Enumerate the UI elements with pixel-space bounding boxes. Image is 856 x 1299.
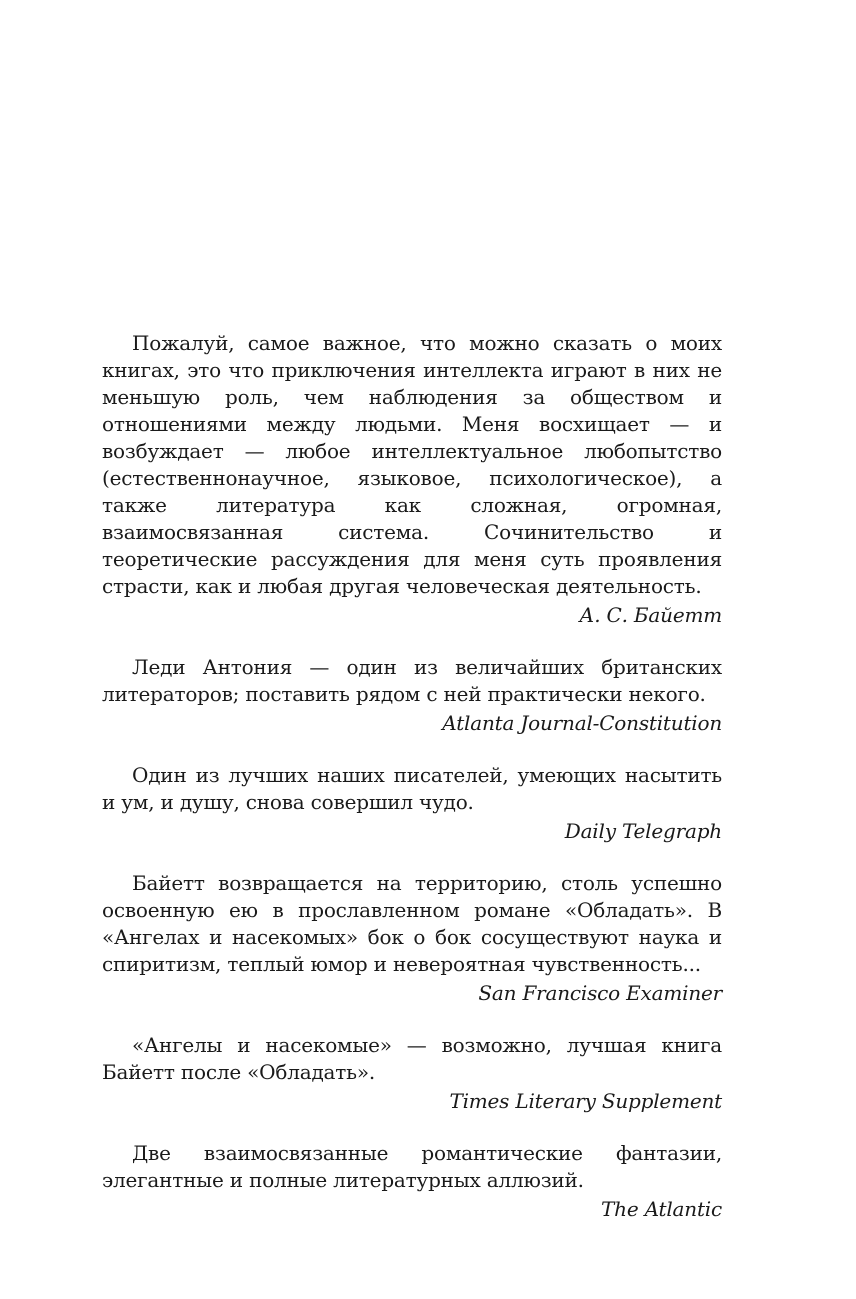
blurb-san-francisco-examiner	[102, 870, 722, 1007]
blurb-source: А. С. Байетт	[579, 603, 722, 627]
blurb-daily-telegraph	[102, 762, 722, 845]
blurb-source: Daily Telegraph	[564, 819, 722, 843]
blurb-source: San Francisco Examiner	[478, 981, 722, 1005]
blurb-source: The Atlantic	[601, 1197, 722, 1221]
blurb-byatt	[102, 330, 722, 629]
blurb-text: Байетт возвращается на территорию, столь успешно освоенную ею в прославленном романе «Обладать». В «Ангелах и насекомых» бок о бок сосуществуют наука и спиритизм, теплый юмор и невероятная чувственность...	[102, 871, 722, 976]
blurb-the-atlantic	[102, 1140, 722, 1223]
blurb-text: «Ангелы и насекомые» — возможно, лучшая книга Байетт после «Обладать».	[102, 1033, 722, 1084]
blurbs-page	[102, 330, 722, 1248]
blurb-source: Atlanta Journal-Constitution	[442, 711, 722, 735]
blurb-text: Один из лучших наших писателей, умеющих насытить и ум, и душу, снова совершил чудо.	[102, 763, 722, 814]
blurb-text: Леди Антония — один из величайших британских литераторов; поставить рядом с ней практически некого.	[102, 655, 722, 706]
blurb-times-literary-supplement	[102, 1032, 722, 1115]
blurb-text: Две взаимосвязанные романтические фантазии, элегантные и полные литературных аллюзий.	[102, 1141, 722, 1192]
blurb-source: Times Literary Supplement	[449, 1089, 722, 1113]
blurb-atlanta-journal	[102, 654, 722, 737]
blurb-text: Пожалуй, самое важное, что можно сказать о моих книгах, это что приключения интеллекта играют в них не меньшую роль, чем наблюдения за обществом и отношениями между людьми. Меня восхищает — и возбуждает — любое интеллектуальное любопытство (естественнонаучное, языковое, психологическое), а также литература как сложная, огромная, взаимосвязанная система. Сочинительство и теоретические рассуждения для меня суть проявления страсти, как и любая другая человеческая деятельность.	[102, 331, 722, 598]
